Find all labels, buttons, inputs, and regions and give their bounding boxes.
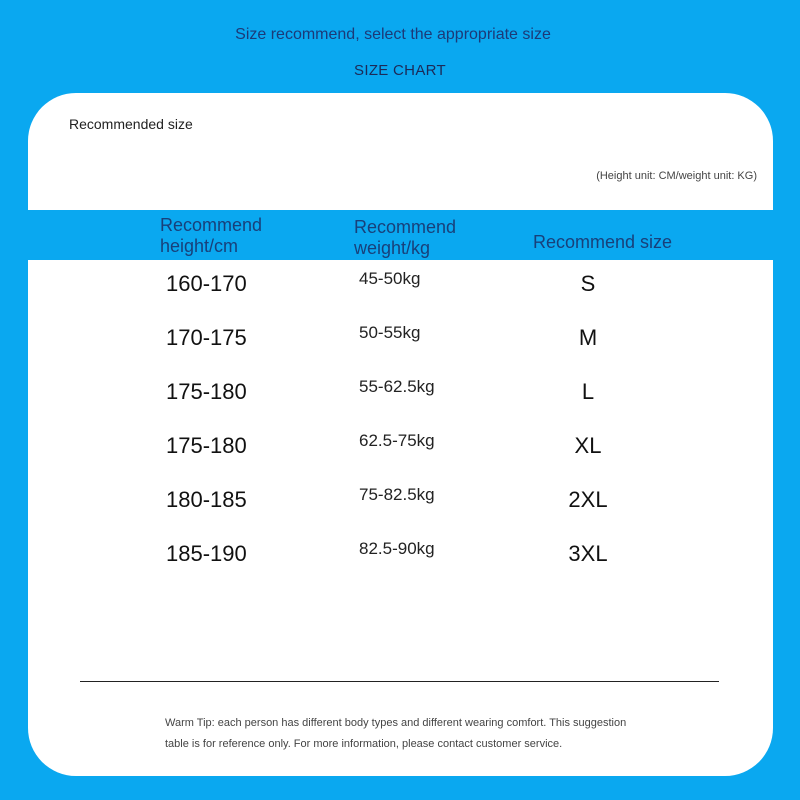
- height-cell: 175-180: [166, 379, 247, 404]
- unit-note: (Height unit: CM/weight unit: KG): [596, 170, 757, 182]
- warm-tip-line: Warm Tip: each person has different body types and different wearing comfort. This suggestion: [165, 717, 627, 729]
- weight-cell: 62.5-75kg: [359, 431, 435, 450]
- column-header-weight: [354, 217, 504, 259]
- warm-tip: [165, 713, 725, 755]
- column-header-size: Recommend size: [533, 232, 673, 252]
- column-header-height: [160, 215, 310, 257]
- weight-cell: 82.5-90kg: [359, 539, 435, 558]
- column-header-weight-line2: weight/kg: [354, 238, 431, 258]
- weight-cell: 50-55kg: [359, 323, 421, 342]
- card-label: Recommended size: [69, 116, 193, 132]
- weight-cell: 45-50kg: [359, 269, 421, 288]
- table-row: [28, 263, 773, 317]
- table-row: [28, 479, 773, 533]
- warm-tip-line: table is for reference only. For more information, please contact customer service.: [165, 738, 563, 750]
- divider: [80, 681, 719, 682]
- table-row: [28, 533, 773, 587]
- column-header-height-line1: Recommend: [160, 215, 263, 235]
- size-cell: XL: [574, 433, 602, 458]
- column-header-height-line2: height/cm: [160, 236, 239, 256]
- page-title: SIZE CHART: [354, 62, 446, 79]
- table-row: [28, 425, 773, 479]
- height-cell: 170-175: [166, 325, 247, 350]
- table-row: [28, 371, 773, 425]
- table-row: [28, 317, 773, 371]
- size-cell: S: [580, 271, 596, 296]
- size-cell: M: [578, 325, 598, 350]
- size-cell: L: [581, 379, 595, 404]
- page-subtitle: Size recommend, select the appropriate size: [235, 26, 551, 43]
- height-cell: 160-170: [166, 271, 247, 296]
- weight-cell: 55-62.5kg: [359, 377, 435, 396]
- height-cell: 180-185: [166, 487, 247, 512]
- weight-cell: 75-82.5kg: [359, 485, 435, 504]
- size-cell: 3XL: [568, 541, 608, 566]
- size-table-body: [28, 263, 773, 587]
- height-cell: 175-180: [166, 433, 247, 458]
- size-cell: 2XL: [568, 487, 608, 512]
- column-header-weight-line1: Recommend: [354, 217, 457, 237]
- size-chart-card: [28, 93, 773, 776]
- height-cell: 185-190: [166, 541, 247, 566]
